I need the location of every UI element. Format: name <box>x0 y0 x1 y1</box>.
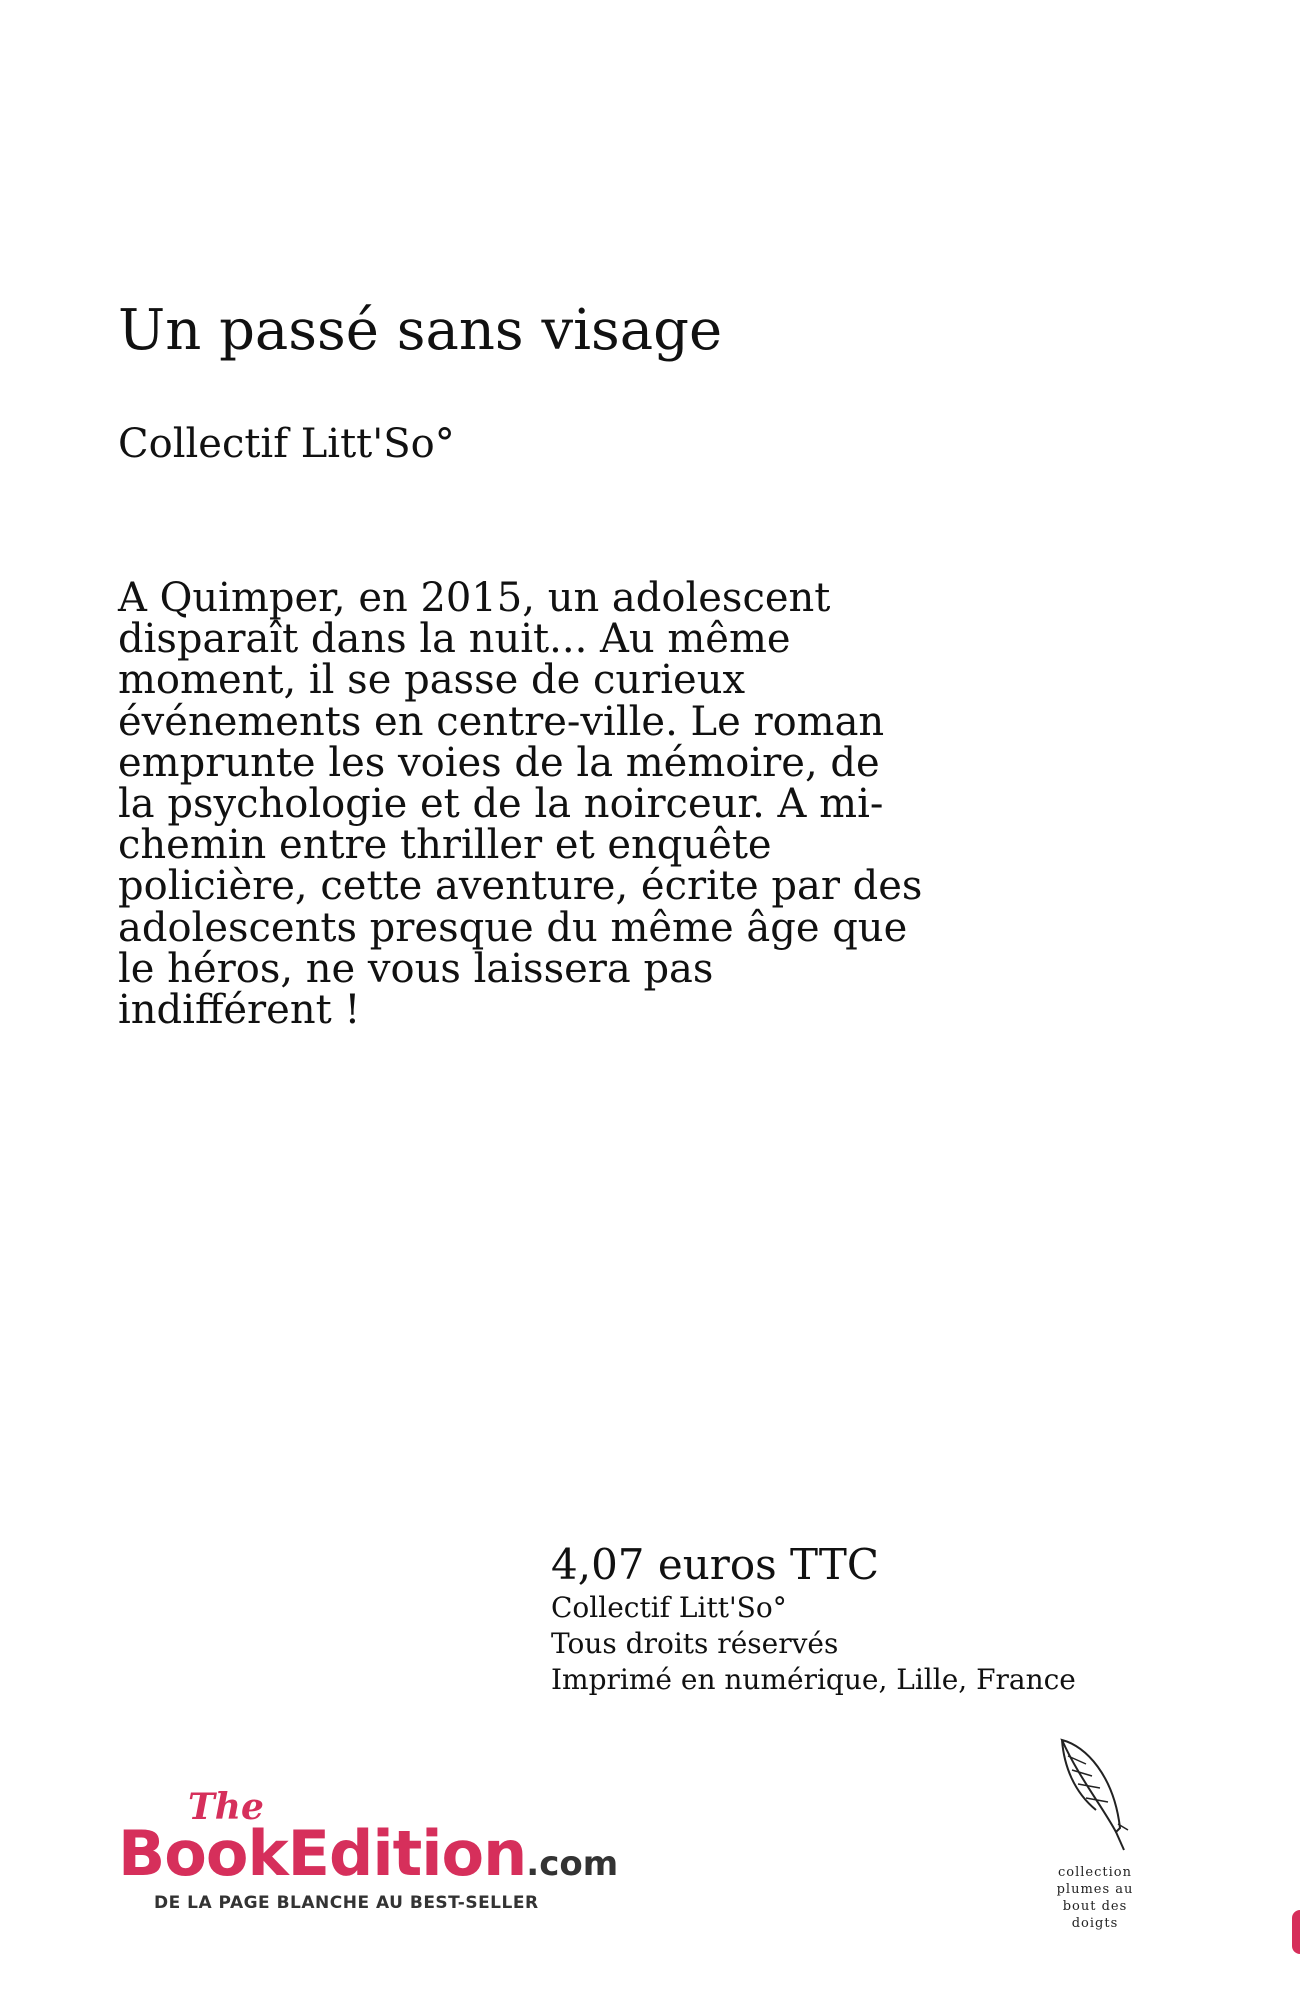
logo-domain: .com <box>526 1844 619 1884</box>
imprint-block <box>551 1540 1151 1698</box>
blurb-line: chemin entre thriller et enquête <box>118 822 772 869</box>
book-blurb <box>118 575 978 1034</box>
logo-wordmark <box>118 1817 618 1901</box>
logo-name: BookEdition <box>118 1817 527 1890</box>
blurb-line: emprunte les voies de la mémoire, de <box>118 739 880 786</box>
blurb-line: disparaît dans la nuit... Au même <box>118 616 791 663</box>
blurb-line: moment, il se passe de curieux <box>118 657 746 704</box>
price: 4,07 euros TTC <box>551 1540 879 1589</box>
collection-label <box>1040 1864 1150 1932</box>
logo-the: The <box>188 1786 264 1828</box>
book-author: Collectif Litt'So° <box>118 421 455 467</box>
blurb-line: la psychologie et de la noirceur. A mi- <box>118 781 884 828</box>
blurb-line: indifférent ! <box>118 987 361 1034</box>
quill-icon <box>1056 1736 1136 1856</box>
imprint-rights: Tous droits réservés <box>551 1627 839 1660</box>
logo-tagline: DE LA PAGE BLANCHE AU BEST-SELLER <box>154 1893 539 1913</box>
blurb-line: A Quimper, en 2015, un adolescent <box>118 575 831 621</box>
blurb-line: adolescents presque du même âge que <box>118 904 908 951</box>
blurb-line: policière, cette aventure, écrite par des <box>118 863 923 910</box>
blurb-line: le héros, ne vous laissera pas <box>118 945 714 992</box>
collection-line: bout des <box>1062 1899 1128 1914</box>
edge-mark <box>1292 1910 1300 1954</box>
collection-mark <box>1040 1736 1150 1956</box>
book-title: Un passé sans visage <box>118 298 723 363</box>
imprint-printed: Imprimé en numérique, Lille, France <box>551 1663 1076 1696</box>
collection-line: doigts <box>1071 1916 1119 1931</box>
imprint-author: Collectif Litt'So° <box>551 1591 787 1624</box>
blurb-line: événements en centre-ville. Le roman <box>118 698 885 745</box>
collection-line: plumes au <box>1056 1882 1134 1897</box>
publisher-logo <box>118 1787 738 1937</box>
collection-line: collection <box>1058 1865 1132 1880</box>
